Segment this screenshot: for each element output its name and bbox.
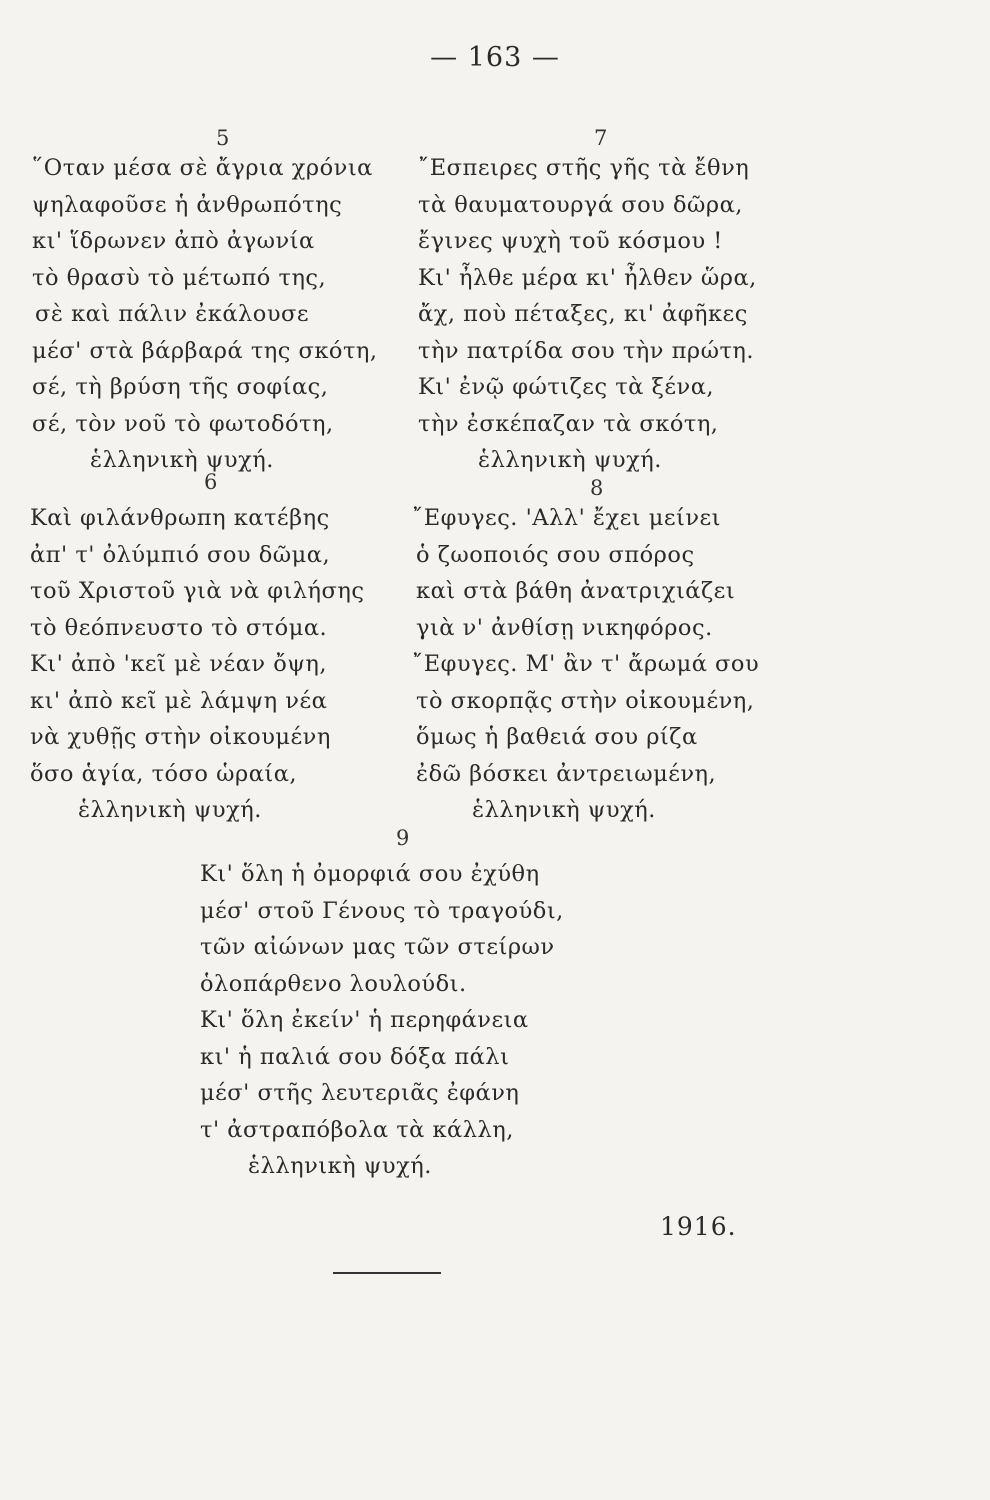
verse-line: ὁλοπάρθενο λουλούδι. xyxy=(200,970,467,997)
verse-line: ῞Οταν μέσα σὲ ἄγρια χρόνια xyxy=(32,155,373,181)
verse-line: ὅσο ἁγία, τόσο ὡραία, xyxy=(30,760,298,787)
verse-line: Κι' ὅλη ἡ ὀμορφιά σου ἐχύθη xyxy=(200,861,540,887)
verse-line: Κι' ἐνῷ φώτιζες τὰ ξένα, xyxy=(418,374,715,400)
refrain-line: ἑλληνικὴ ψυχή. xyxy=(248,1153,432,1179)
stanza-9 xyxy=(200,856,564,1185)
stanza-number-9: 9 xyxy=(396,826,410,850)
verse-line: ῎Εφυγες. Μ' ἂν τ' ἄρωμά σου xyxy=(412,651,760,677)
verse-line: σὲ καὶ πάλιν ἐκάλουσε xyxy=(35,301,310,327)
verse-line: τὸ θεόπνευστο τὸ στόμα. xyxy=(30,614,328,641)
stanza-6 xyxy=(30,500,364,829)
verse-line: Κι' ὅλη ἐκείν' ἡ περηφάνεια xyxy=(200,1007,529,1033)
verse-line: τὸ θρασὺ τὸ μέτωπό της, xyxy=(32,264,327,291)
verse-line: σέ, τὸν νοῦ τὸ φωτοδότη, xyxy=(32,410,334,437)
poem-date: 1916. xyxy=(660,1212,737,1241)
verse-line: μέσ' στοῦ Γένους τὸ τραγούδι, xyxy=(200,897,564,924)
verse-line: ὅμως ἡ βαθειά σου ρίζα xyxy=(416,724,698,750)
page-number: — 163 — xyxy=(430,42,560,73)
verse-line: τὸ σκορπᾷς στὴν οἰκουμένη, xyxy=(416,687,755,714)
verse-line: τὴν πατρίδα σου τὴν πρώτη. xyxy=(418,337,755,364)
stanza-5 xyxy=(32,150,378,479)
verse-line: κι' ἡ παλιά σου δόξα πάλι xyxy=(200,1043,510,1070)
refrain-line: ἑλληνικὴ ψυχή. xyxy=(90,447,274,473)
verse-line: μέσ' στῆς λευτεριᾶς ἐφάνη xyxy=(200,1080,520,1106)
verse-line: καὶ στὰ βάθη ἀνατριχιάζει xyxy=(416,578,736,604)
stanza-number-6: 6 xyxy=(204,470,218,494)
verse-line: Κι' ἀπὸ 'κεῖ μὲ νέαν ὄψη, xyxy=(30,651,328,677)
verse-line: μέσ' στὰ βάρβαρά της σκότη, xyxy=(32,337,378,364)
stanza-number-5: 5 xyxy=(216,126,230,150)
verse-line: ἔγινες ψυχὴ τοῦ κόσμου ! xyxy=(418,228,723,254)
verse-line: γιὰ ν' ἀνθίσῃ νικηφόρος. xyxy=(416,614,713,641)
verse-line: τ' ἀστραπόβολα τὰ κάλλη, xyxy=(200,1116,514,1143)
refrain-line: ἑλληνικὴ ψυχή. xyxy=(472,797,656,823)
verse-line: σέ, τὴ βρύση τῆς σοφίας, xyxy=(32,374,329,400)
stanza-number-7: 7 xyxy=(594,126,608,150)
verse-line: ὁ ζωοποιός σου σπόρος xyxy=(416,541,695,568)
section-divider xyxy=(333,1272,441,1274)
verse-line: ψηλαφοῦσε ἡ ἀνθρωπότης xyxy=(32,191,343,218)
verse-line: ἐδῶ βόσκει ἀντρειωμένη, xyxy=(416,760,717,787)
stanza-8 xyxy=(412,500,759,829)
verse-line: ῎Εφυγες. 'Αλλ' ἔχει μείνει xyxy=(412,505,722,531)
verse-line: ἄχ, ποὺ πέταξες, κι' ἀφῆκες xyxy=(418,301,748,327)
verse-line: νὰ χυθῇς στὴν οἰκουμένη xyxy=(30,724,331,750)
verse-line: τὰ θαυματουργά σου δῶρα, xyxy=(418,191,743,218)
verse-line: κι' ἀπὸ κεῖ μὲ λάμψη νέα xyxy=(30,687,328,714)
stanza-number-8: 8 xyxy=(590,476,604,500)
verse-line: Καὶ φιλάνθρωπη κατέβης xyxy=(30,505,330,531)
stanza-7 xyxy=(418,150,757,479)
verse-line: τὴν ἐσκέπαζαν τὰ σκότη, xyxy=(418,410,719,437)
verse-line: τοῦ Χριστοῦ γιὰ νὰ φιλήσης xyxy=(30,578,365,604)
verse-line: τῶν αἰώνων μας τῶν στείρων xyxy=(200,934,555,960)
verse-line: κι' ἵδρωνεν ἀπὸ ἀγωνία xyxy=(32,228,315,254)
verse-line: Κι' ἦλθε μέρα κι' ἦλθεν ὥρα, xyxy=(418,264,757,291)
refrain-line: ἑλληνικὴ ψυχή. xyxy=(78,797,262,823)
refrain-line: ἑλληνικὴ ψυχή. xyxy=(478,447,662,473)
verse-line: ἀπ' τ' ὀλύμπιό σου δῶμα, xyxy=(30,541,331,568)
verse-line: ῎Εσπειρες στῆς γῆς τὰ ἔθνη xyxy=(418,155,750,181)
